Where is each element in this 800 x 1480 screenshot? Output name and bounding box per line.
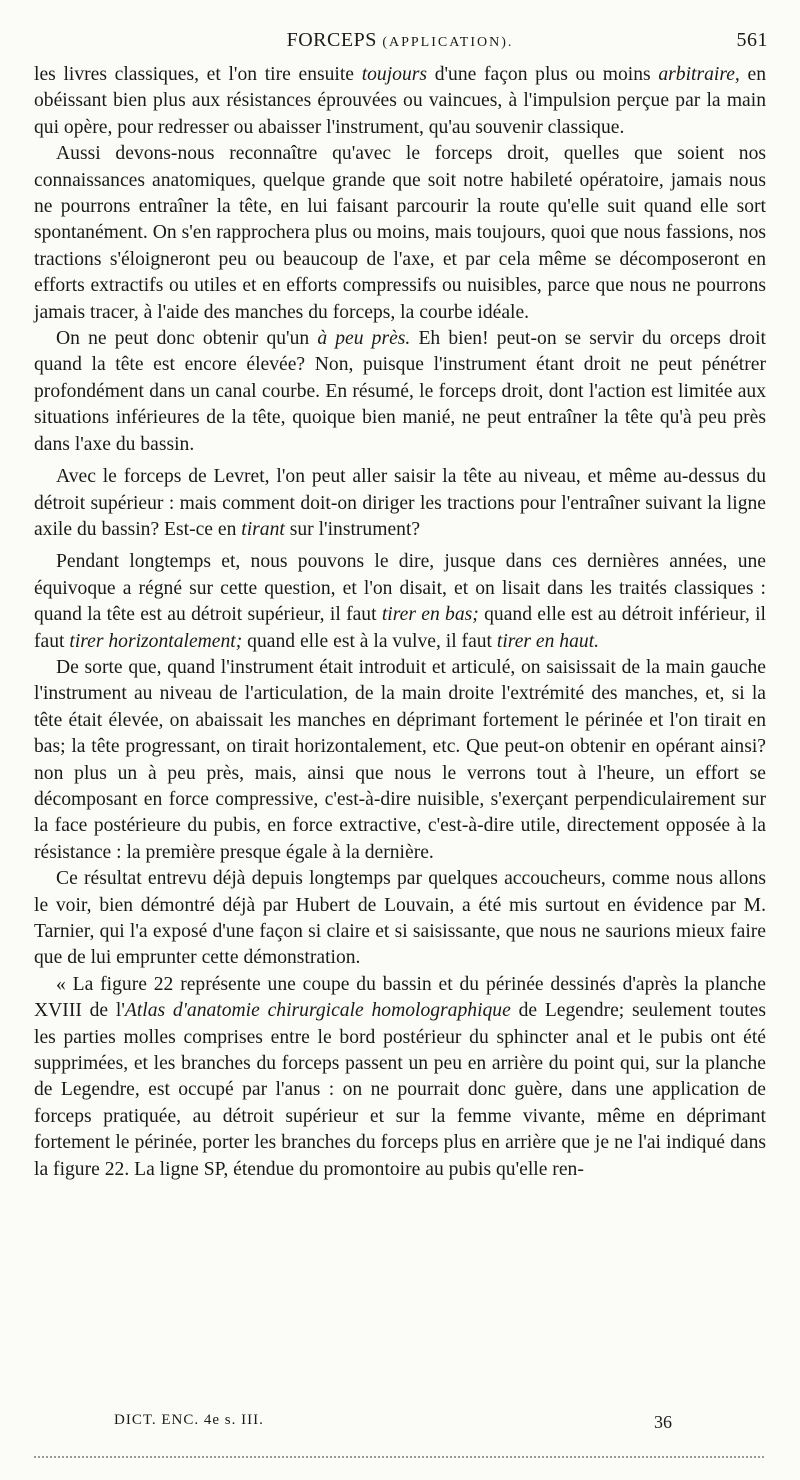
body-text	[34, 62, 766, 1183]
text-run: « La figure 22 représente une coupe du bassin et du périnée dessinés d'après la planche XVIII de l'	[34, 973, 766, 1022]
page-number: 561	[736, 29, 768, 51]
paragraph	[34, 141, 766, 326]
text-run: de Legendre; seulement toutes les parties molles comprises entre le bord postérieur du sphincter anal et le pubis ont été supprimées, et les branches du forceps passent un peu en arrière du point qui, sur la planche de Legendre, est occupé par l'anus : on ne pourrait donc guère, dans une application de forceps pratiquée, au détroit supérieur et sur la femme vivante, même en déprimant fortement le périnée, porter les branches du forceps plus en arrière que je ne l'ai indiqué dans la figure 22. La ligne SP, étendue du promontoire au pubis qu'elle ren-	[34, 1000, 767, 1180]
text-run: Pendant longtemps et, nous pouvons le dire, jusque dans ces dernières années, une équivoque a régné sur cette question, et l'on disait, et on lisait dans les traités classiques : quand la tête est au détroit supérieur, il faut	[34, 551, 766, 626]
italic-text: tirer horizontalement;	[69, 630, 243, 652]
text-run: sur l'instrument?	[284, 518, 421, 540]
page-footer	[0, 1412, 800, 1442]
text-run: Eh bien! peut-on se servir du orceps droit quand la tête est encore élevée? Non, puisque l'instrument étant droit ne peut pénétrer profondément dans un canal courbe. En résumé, le forceps droit, dont l'action est limitée aux situations inférieures de la tête, quoique bien manié, ne peut entraîner la tête qu'à peu près dans l'axe du bassin.	[34, 328, 766, 455]
italic-text: arbitraire,	[658, 64, 740, 85]
text-run: Aussi devons-nous reconnaître qu'avec le forceps droit, quelles que soient nos connaissances anatomiques, quelque grande que soit notre habileté opératoire, jamais nous ne pourrons entraîner la tête, en lui faisant parcourir la route qu'elle suit quand elle sort spontanément. On s'en rapprochera plus ou moins, mais toujours, quoi que nous fassions, nos tractions s'éloigneront peu ou beaucoup de l'axe, et par cela même se décomposeront en efforts extractifs ou utiles et en efforts compressifs ou nuisibles, parce que nous ne pourrons jamais tracer, à l'aide des manches du forceps, la courbe idéale.	[34, 143, 766, 323]
italic-text: tirer en haut.	[496, 630, 600, 652]
paragraph	[34, 62, 766, 141]
text-run: quand elle est à la vulve, il faut	[242, 630, 497, 652]
paragraph	[34, 866, 766, 972]
running-title	[0, 29, 800, 52]
italic-text: toujours	[361, 64, 428, 85]
text-run: d'une façon plus ou moins	[427, 64, 659, 85]
running-title-sub: (APPLICATION).	[382, 35, 514, 50]
bottom-dotted-rule	[34, 1456, 764, 1458]
paragraph	[34, 655, 766, 866]
text-run: Avec le forceps de Levret, l'on peut aller saisir la tête au niveau, et même au-dessus du détroit supérieur : mais comment doit-on diriger les tractions pour l'entraîner suivant la ligne axile du bassin? Est-ce en	[34, 466, 766, 540]
running-title-main: FORCEPS	[286, 29, 377, 51]
italic-text: tirer en bas;	[381, 604, 479, 626]
text-run: les livres classiques, et l'on tire ensuite	[34, 64, 362, 85]
paragraph	[34, 549, 766, 655]
signature-mark: DICT. ENC. 4e s. III.	[114, 1412, 264, 1428]
italic-text: à peu près.	[317, 328, 411, 350]
text-run: Ce résultat entrevu déjà depuis longtemps par quelques accoucheurs, comme nous allons le voir, bien démontré déjà par Hubert de Louvain, a été mis surtout en évidence par M. Tarnier, qui l'a exposé d'une façon si claire et si saisissante, que nous ne saurions mieux faire que de lui emprunter cette démonstration.	[34, 868, 766, 969]
paragraph	[34, 464, 766, 543]
paragraph	[34, 326, 766, 458]
text-run: De sorte que, quand l'instrument était introduit et articulé, on saisissait de la main gauche l'instrument au niveau de l'articulation, de la main droite l'extrémité des manches, et, si la tête était élevée, on abaissait les manches en déprimant fortement le périnée et l'on tirait en bas; la tête progressant, on tirait horizontalement, etc. Que peut-on obtenir en opérant ainsi? non plus un à peu près, mais, ainsi que nous le verrons tout à l'heure, un effort se décomposant en force compressive, c'est-à-dire nuisible, s'exerçant perpendiculairement sur la face postérieure du pubis, en force extractive, c'est-à-dire utile, directement opposée à la résistance : la première presque égale à la dernière.	[34, 656, 766, 863]
paragraph	[34, 972, 766, 1183]
sheet-number: 36	[654, 1412, 672, 1432]
text-run: On ne peut donc obtenir qu'un	[56, 328, 318, 350]
text-run: quand elle est au détroit inférieur, il faut	[34, 604, 766, 652]
italic-text: tirant	[241, 518, 285, 540]
text-run: en obéissant bien plus aux résistances éprouvées ou vaincues, à l'impulsion perçue par la main qui opère, pour redresser ou abaisser l'instrument, qu'au souvenir classique.	[34, 64, 766, 138]
running-header	[0, 0, 800, 60]
italic-text: Atlas d'anatomie chirurgicale homolographique	[124, 1000, 511, 1022]
